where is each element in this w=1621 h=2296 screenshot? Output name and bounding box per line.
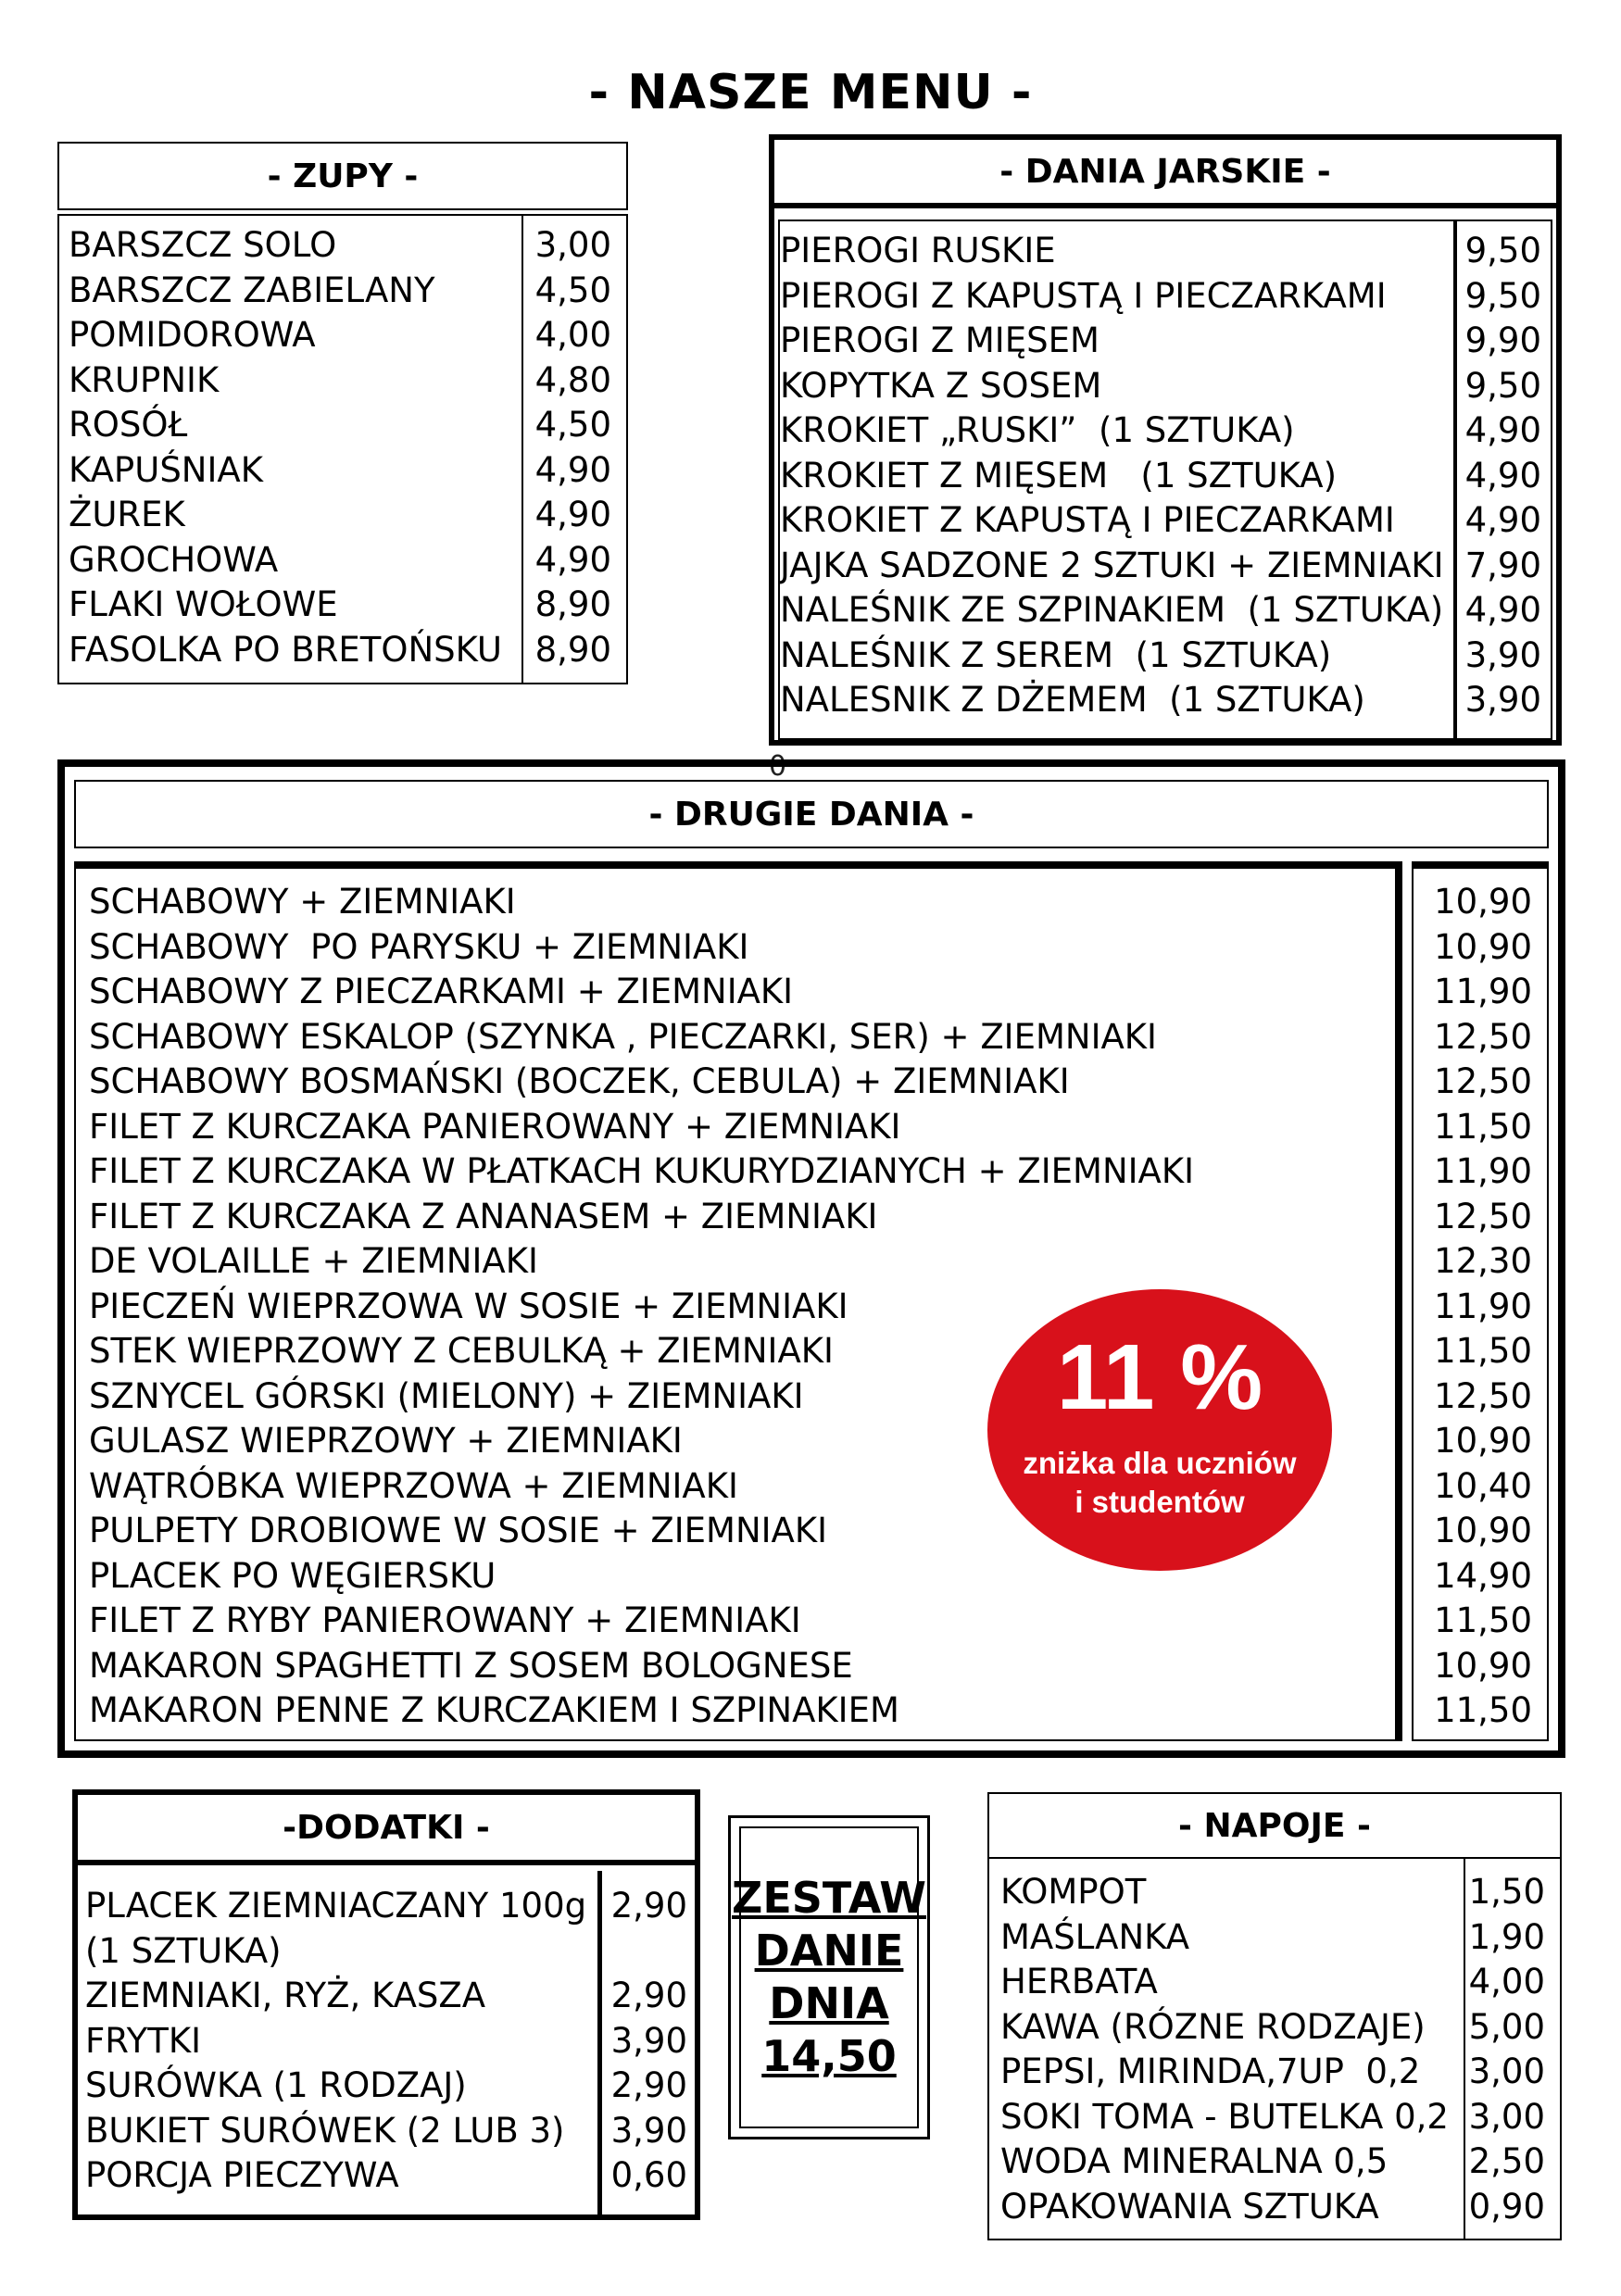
- item-price: 10,90: [1434, 926, 1532, 967]
- item-price: 11,90: [1434, 1286, 1532, 1326]
- item-price: 3,00: [1468, 2096, 1545, 2137]
- item-price: 4,90: [534, 495, 611, 534]
- item-name: NALEŚNIK ZE SZPINAKIEM (1 SZTUKA): [780, 590, 1444, 630]
- item-price: 12,30: [1434, 1241, 1532, 1281]
- item-price: 3,90: [610, 2020, 687, 2061]
- item-name: PLACEK PO WĘGIERSKU: [89, 1555, 496, 1596]
- item-price: 11,50: [1434, 1331, 1532, 1371]
- drugie-header: [74, 780, 1549, 848]
- item-price: 0,90: [1468, 2186, 1545, 2227]
- item-name: SCHABOWY + ZIEMNIAKI: [89, 882, 516, 922]
- napoje-box: [987, 1857, 1562, 2240]
- item-name: SCHABOWY ESKALOP (SZYNKA , PIECZARKI, SER) + ZIEMNIAKI: [89, 1016, 1157, 1057]
- item-name: HERBATA: [1000, 1962, 1158, 2001]
- item-name: KROKIET Z MIĘSEM (1 SZTUKA): [780, 455, 1338, 496]
- item-name: FILET Z KURCZAKA Z ANANASEM + ZIEMNIAKI: [89, 1196, 878, 1236]
- napoje-prices: [1465, 1870, 1545, 2229]
- item-price: 1,90: [1468, 1916, 1545, 1957]
- item-price: 11,50: [1434, 1600, 1532, 1640]
- item-name: WĄTRÓBKA WIEPRZOWA + ZIEMNIAKI: [89, 1465, 738, 1506]
- item-price: 9,50: [1464, 365, 1541, 406]
- item-name: KOPYTKA Z SOSEM: [780, 365, 1102, 406]
- item-name: POMIDOROWA: [69, 315, 316, 355]
- item-name: PIEROGI RUSKIE: [780, 231, 1056, 270]
- item-price: 4,90: [1464, 455, 1541, 496]
- item-price: 12,50: [1434, 1061, 1532, 1101]
- item-price: 11,90: [1434, 1151, 1532, 1191]
- item-name: STEK WIEPRZOWY Z CEBULKĄ + ZIEMNIAKI: [89, 1331, 834, 1371]
- item-name: WODA MINERALNA 0,5: [1000, 2141, 1389, 2181]
- discount-line-1: zniżka dla uczniów: [1023, 1446, 1297, 1480]
- item-name: (1 SZTUKA): [85, 1930, 282, 1971]
- discount-percent: 11 %: [1056, 1325, 1263, 1429]
- zestaw-price: 14,50: [761, 2031, 897, 2081]
- item-price: 7,90: [1464, 545, 1541, 585]
- item-name: FASOLKA PO BRETOŃSKU: [69, 629, 503, 670]
- item-price: 2,50: [1468, 2141, 1545, 2181]
- item-price: 2,90: [610, 1886, 687, 1926]
- drugie-header-label: - DRUGIE DANIA -: [648, 795, 974, 834]
- item-name: MAKARON SPAGHETTI Z SOSEM BOLOGNESE: [89, 1645, 853, 1686]
- item-name: DE VOLAILLE + ZIEMNIAKI: [89, 1241, 538, 1281]
- item-price: 3,90: [1464, 680, 1541, 720]
- item-price: 3,90: [610, 2110, 687, 2151]
- drugie-names: [89, 880, 1194, 1734]
- zupy-header: [57, 142, 628, 210]
- item-price: 4,90: [1464, 410, 1541, 450]
- jarskie-names: [780, 229, 1444, 723]
- zupy-header-label: - ZUPY -: [267, 157, 419, 195]
- jarskie-header-label: - DANIA JARSKIE -: [999, 152, 1331, 191]
- zupy-box: [57, 214, 628, 684]
- item-price: 4,80: [534, 359, 611, 400]
- item-price: 3,90: [1464, 634, 1541, 675]
- item-price: 10,90: [1434, 1645, 1532, 1686]
- item-price: 11,50: [1434, 1106, 1532, 1147]
- stray-mark: 0: [769, 750, 787, 783]
- discount-badge: [987, 1289, 1332, 1571]
- item-price: 12,50: [1434, 1375, 1532, 1416]
- item-name: FLAKI WOŁOWE: [69, 584, 338, 624]
- item-name: ŻUREK: [69, 495, 185, 534]
- item-name: FRYTKI: [85, 2020, 202, 2061]
- item-name: KAPUŚNIAK: [69, 449, 263, 490]
- item-name: SOKI TOMA - BUTELKA 0,2: [1000, 2096, 1449, 2137]
- item-name: ROSÓŁ: [69, 405, 188, 445]
- discount-line-2: i studentów: [1074, 1485, 1245, 1519]
- napoje-header-label: - NAPOJE -: [1178, 1806, 1371, 1845]
- item-name: BARSZCZ ZABIELANY: [69, 270, 435, 310]
- item-name: KROKIET „RUSKI” (1 SZTUKA): [780, 410, 1295, 450]
- item-name: PIEROGI Z KAPUSTĄ I PIECZARKAMI: [780, 275, 1387, 316]
- item-price: 4,50: [534, 405, 611, 445]
- item-name: OPAKOWANIA SZTUKA: [1000, 2186, 1379, 2227]
- item-price: 4,00: [534, 315, 611, 355]
- drugie-prices: [1414, 880, 1532, 1734]
- zestaw-line-2: DANIE: [754, 1926, 904, 1976]
- item-price: 9,50: [1464, 275, 1541, 316]
- item-name: NALESNIK Z DŻEMEM (1 SZTUKA): [780, 680, 1365, 720]
- item-price: [602, 1929, 687, 1975]
- item-price: 12,50: [1434, 1196, 1532, 1236]
- jarskie-header: [774, 140, 1556, 208]
- item-price: 2,90: [610, 1976, 687, 2015]
- item-name: PIECZEŃ WIEPRZOWA W SOSIE + ZIEMNIAKI: [89, 1286, 848, 1326]
- item-name: SCHABOWY PO PARYSKU + ZIEMNIAKI: [89, 926, 749, 967]
- page-title: - NASZE MENU -: [588, 65, 1033, 120]
- item-name: SZNYCEL GÓRSKI (MIELONY) + ZIEMNIAKI: [89, 1375, 804, 1416]
- item-price: 8,90: [534, 584, 611, 624]
- item-name: FILET Z KURCZAKA W PŁATKACH KUKURYDZIANYCH + ZIEMNIAKI: [89, 1151, 1195, 1191]
- item-name: MAŚLANKA: [1000, 1916, 1190, 1957]
- item-name: BARSZCZ SOLO: [69, 225, 337, 265]
- item-name: NALEŚNIK Z SEREM (1 SZTUKA): [780, 634, 1332, 675]
- item-price: 8,90: [534, 629, 611, 670]
- item-price: 10,90: [1434, 1511, 1532, 1550]
- item-price: 4,90: [534, 449, 611, 490]
- item-price: 11,50: [1434, 1690, 1532, 1730]
- item-name: PULPETY DROBIOWE W SOSIE + ZIEMNIAKI: [89, 1511, 828, 1550]
- item-name: KRUPNIK: [69, 359, 220, 400]
- dodatki-names: [85, 1884, 586, 2199]
- zestaw-frame: [728, 1815, 930, 2139]
- item-price: 4,90: [1464, 500, 1541, 540]
- item-name: KAWA (RÓZNE RODZAJE): [1000, 2006, 1426, 2047]
- item-name: GULASZ WIEPRZOWY + ZIEMNIAKI: [89, 1421, 683, 1461]
- zupy-names: [69, 223, 502, 672]
- item-price: 4,90: [534, 539, 611, 580]
- item-price: 9,50: [1464, 231, 1541, 270]
- item-name: KROKIET Z KAPUSTĄ I PIECZARKAMI: [780, 500, 1395, 540]
- item-name: BUKIET SURÓWEK (2 LUB 3): [85, 2110, 565, 2151]
- item-price: 9,90: [1464, 320, 1541, 360]
- zestaw-line-3: DNIA: [769, 1978, 889, 2028]
- dodatki-header-label: -DODATKI -: [283, 1808, 490, 1847]
- item-name: PIEROGI Z MIĘSEM: [780, 320, 1100, 360]
- item-name: FILET Z RYBY PANIEROWANY + ZIEMNIAKI: [89, 1600, 801, 1640]
- zupy-prices: [522, 223, 611, 672]
- item-price: 10,90: [1434, 882, 1532, 922]
- item-price: 12,50: [1434, 1016, 1532, 1057]
- item-name: PEPSI, MIRINDA,7UP 0,2: [1000, 2051, 1421, 2091]
- item-price: 4,50: [534, 270, 611, 310]
- item-price: 3,00: [1468, 2051, 1545, 2091]
- item-price: 14,90: [1434, 1555, 1532, 1596]
- dodatki-header: [78, 1795, 695, 1865]
- item-name: FILET Z KURCZAKA PANIEROWANY + ZIEMNIAKI: [89, 1106, 901, 1147]
- napoje-header: [987, 1792, 1562, 1859]
- item-price: 10,40: [1434, 1465, 1532, 1506]
- item-name: SCHABOWY BOSMAŃSKI (BOCZEK, CEBULA) + ZIEMNIAKI: [89, 1061, 1070, 1101]
- item-name: PORCJA PIECZYWA: [85, 2155, 399, 2195]
- item-name: MAKARON PENNE Z KURCZAKIEM I SZPINAKIEM: [89, 1690, 899, 1730]
- item-price: 2,90: [610, 2065, 687, 2105]
- item-name: JAJKA SADZONE 2 SZTUKI + ZIEMNIAKI: [780, 545, 1444, 585]
- item-price: 1,50: [1468, 1872, 1545, 1912]
- item-name: PLACEK ZIEMNIACZANY 100g: [85, 1886, 587, 1926]
- item-name: ZIEMNIAKI, RYŻ, KASZA: [85, 1976, 486, 2015]
- item-name: GROCHOWA: [69, 539, 279, 580]
- item-price: 4,90: [1464, 590, 1541, 630]
- item-name: SURÓWKA (1 RODZAJ): [85, 2065, 467, 2105]
- item-name: KOMPOT: [1000, 1872, 1147, 1912]
- napoje-names: [1000, 1870, 1449, 2229]
- item-price: 10,90: [1434, 1421, 1532, 1461]
- item-price: 5,00: [1468, 2006, 1545, 2047]
- dodatki-box: [78, 1871, 695, 2214]
- jarskie-box: [778, 220, 1552, 740]
- zestaw-line-1: ZESTAW: [732, 1873, 926, 1923]
- drugie-prices-box: [1412, 861, 1549, 1741]
- item-price: 0,60: [610, 2155, 687, 2195]
- item-price: 4,00: [1468, 1962, 1545, 2001]
- jarskie-prices: [1457, 229, 1541, 723]
- item-price: 11,90: [1434, 972, 1532, 1011]
- item-price: 3,00: [534, 225, 611, 265]
- dodatki-prices: [602, 1884, 687, 2199]
- item-name: SCHABOWY Z PIECZARKAMI + ZIEMNIAKI: [89, 972, 794, 1011]
- zestaw-inner: [732, 1826, 926, 2128]
